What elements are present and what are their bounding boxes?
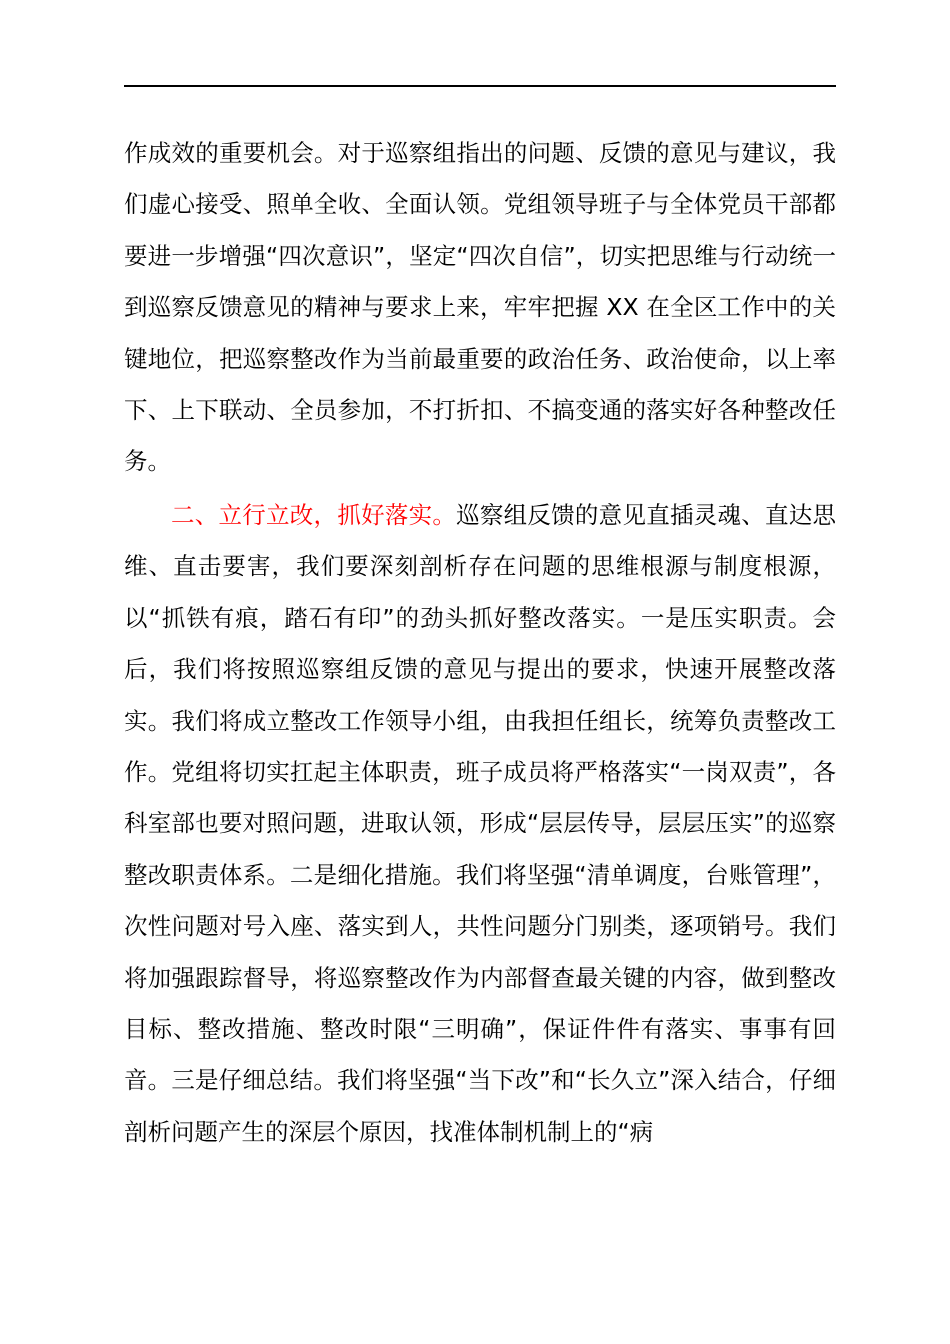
section-heading: 二、立行立改，抓好落实。 [171,501,457,529]
header-rule [124,85,836,87]
body-paragraph-2 [124,490,836,1158]
section-body: 巡察组反馈的意见直插灵魂、直达思维、直击要害，我们要深刻剖析存在问题的思维根源与制度根源，以“抓铁有痕，踏石有印”的劲头抓好整改落实。一是压实职责。会后，我们将按照巡察组反馈的意见与提出的要求，快速开展整改落实。我们将成立整改工作领导小组，由我担任组长，统筹负责整改工作。党组将切实扛起主体职责，班子成员将严格落实“一岗双责”，各科室部也要对照问题，进取认领，形成“层层传导，层层压实”的巡察整改职责体系。二是细化措施。我们将坚强“清单调度，台账管理”，次性问题对号入座、落实到人，共性问题分门别类，逐项销号。我们将加强跟踪督导，将巡察整改作为内部督查最关键的内容，做到整改目标、整改措施、整改时限“三明确”，保证件件有落实、事事有回音。三是仔细总结。我们将坚强“当下改”和“长久立”深入结合，仔细剖析问题产生的深层个原因，找准体制机制上的“病 [124,501,837,1146]
body-paragraph-1: 作成效的重要机会。对于巡察组指出的问题、反馈的意见与建议，我们虚心接受、照单全收、全面认领。党组领导班子与全体党员干部都要进一步增强“四次意识”，坚定“四次自信”，切实把思维与行动统一到巡察反馈意见的精神与要求上来，牢牢把握 XX 在全区工作中的关键地位，把巡察整改作为当前最重要的政治任务、政治使命，以上率下、上下联动、全员参加，不打折扣、不搞变通的落实好各种整改任务。 [124,139,836,476]
